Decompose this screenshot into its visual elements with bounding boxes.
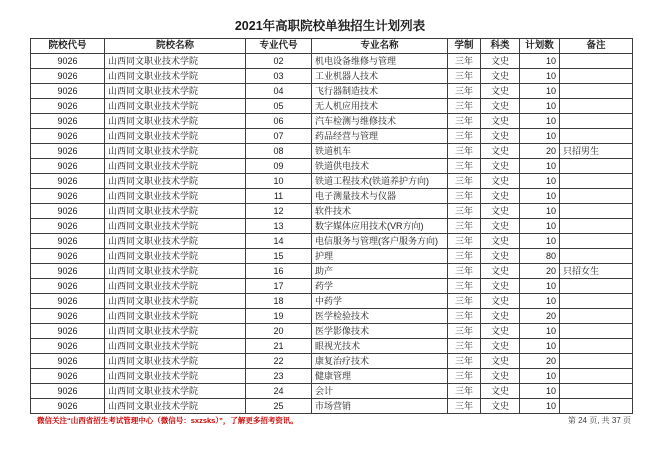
college-name-cell: 山西同文职业技术学院 <box>105 159 246 174</box>
remark-cell <box>560 309 633 324</box>
subject-category-cell: 文史 <box>481 204 520 219</box>
table-row <box>31 174 633 189</box>
subject-category-cell: 文史 <box>481 144 520 159</box>
plan-count-cell: 20 <box>520 309 560 324</box>
major-name-cell: 会计 <box>312 384 448 399</box>
college-name-cell: 山西同文职业技术学院 <box>105 99 246 114</box>
major-name-cell: 电子测量技术与仪器 <box>312 189 448 204</box>
plan-count-cell: 10 <box>520 204 560 219</box>
college-name-cell: 山西同文职业技术学院 <box>105 264 246 279</box>
major-code-cell: 17 <box>246 279 312 294</box>
table-row <box>31 204 633 219</box>
table-body <box>31 54 633 414</box>
college-code-cell: 9026 <box>31 54 105 69</box>
subject-category-cell: 文史 <box>481 219 520 234</box>
major-code-cell: 11 <box>246 189 312 204</box>
duration-cell: 三年 <box>448 144 481 159</box>
major-name-cell: 护理 <box>312 249 448 264</box>
college-code-cell: 9026 <box>31 249 105 264</box>
enrollment-plan-table <box>30 38 633 414</box>
subject-category-cell: 文史 <box>481 354 520 369</box>
college-code-cell: 9026 <box>31 264 105 279</box>
subject-category-cell: 文史 <box>481 189 520 204</box>
college-name-cell: 山西同文职业技术学院 <box>105 384 246 399</box>
duration-cell: 三年 <box>448 279 481 294</box>
college-name-cell: 山西同文职业技术学院 <box>105 204 246 219</box>
remark-cell <box>560 384 633 399</box>
major-name-cell: 医学影像技术 <box>312 324 448 339</box>
college-name-cell: 山西同文职业技术学院 <box>105 294 246 309</box>
subject-category-cell: 文史 <box>481 369 520 384</box>
college-name-cell: 山西同文职业技术学院 <box>105 54 246 69</box>
major-code-cell: 23 <box>246 369 312 384</box>
major-code-cell: 02 <box>246 54 312 69</box>
subject-category-cell: 文史 <box>481 174 520 189</box>
duration-cell: 三年 <box>448 234 481 249</box>
table-row <box>31 279 633 294</box>
college-name-cell: 山西同文职业技术学院 <box>105 234 246 249</box>
subject-category-cell: 文史 <box>481 54 520 69</box>
major-name-cell: 眼视光技术 <box>312 339 448 354</box>
college-name-cell: 山西同文职业技术学院 <box>105 354 246 369</box>
college-name-cell: 山西同文职业技术学院 <box>105 174 246 189</box>
header-subject-category: 科类 <box>481 39 520 54</box>
subject-category-cell: 文史 <box>481 384 520 399</box>
college-name-cell: 山西同文职业技术学院 <box>105 69 246 84</box>
duration-cell: 三年 <box>448 384 481 399</box>
subject-category-cell: 文史 <box>481 114 520 129</box>
major-name-cell: 铁道机车 <box>312 144 448 159</box>
remark-cell <box>560 354 633 369</box>
college-code-cell: 9026 <box>31 294 105 309</box>
major-code-cell: 14 <box>246 234 312 249</box>
remark-cell <box>560 129 633 144</box>
table-row <box>31 309 633 324</box>
major-code-cell: 20 <box>246 324 312 339</box>
remark-cell <box>560 369 633 384</box>
table-row <box>31 249 633 264</box>
major-name-cell: 机电设备维修与管理 <box>312 54 448 69</box>
subject-category-cell: 文史 <box>481 279 520 294</box>
plan-count-cell: 10 <box>520 174 560 189</box>
duration-cell: 三年 <box>448 309 481 324</box>
major-name-cell: 市场营销 <box>312 399 448 414</box>
table-header-row <box>31 39 633 54</box>
college-code-cell: 9026 <box>31 129 105 144</box>
major-code-cell: 04 <box>246 84 312 99</box>
college-name-cell: 山西同文职业技术学院 <box>105 189 246 204</box>
subject-category-cell: 文史 <box>481 129 520 144</box>
duration-cell: 三年 <box>448 189 481 204</box>
header-major-code: 专业代号 <box>246 39 312 54</box>
subject-category-cell: 文史 <box>481 324 520 339</box>
college-code-cell: 9026 <box>31 159 105 174</box>
major-code-cell: 15 <box>246 249 312 264</box>
table-row <box>31 264 633 279</box>
major-code-cell: 07 <box>246 129 312 144</box>
major-code-cell: 13 <box>246 219 312 234</box>
major-code-cell: 25 <box>246 399 312 414</box>
plan-count-cell: 20 <box>520 354 560 369</box>
major-name-cell: 药品经营与管理 <box>312 129 448 144</box>
college-code-cell: 9026 <box>31 204 105 219</box>
major-code-cell: 05 <box>246 99 312 114</box>
plan-count-cell: 20 <box>520 264 560 279</box>
duration-cell: 三年 <box>448 324 481 339</box>
college-code-cell: 9026 <box>31 219 105 234</box>
subject-category-cell: 文史 <box>481 234 520 249</box>
remark-cell <box>560 204 633 219</box>
plan-count-cell: 80 <box>520 249 560 264</box>
duration-cell: 三年 <box>448 69 481 84</box>
table-row <box>31 99 633 114</box>
header-major-name: 专业名称 <box>312 39 448 54</box>
remark-cell <box>560 69 633 84</box>
major-name-cell: 康复治疗技术 <box>312 354 448 369</box>
college-code-cell: 9026 <box>31 99 105 114</box>
plan-count-cell: 10 <box>520 84 560 99</box>
major-name-cell: 电信服务与管理(客户服务方向) <box>312 234 448 249</box>
plan-count-cell: 10 <box>520 189 560 204</box>
duration-cell: 三年 <box>448 84 481 99</box>
college-code-cell: 9026 <box>31 339 105 354</box>
remark-cell <box>560 399 633 414</box>
table-row <box>31 84 633 99</box>
duration-cell: 三年 <box>448 129 481 144</box>
college-name-cell: 山西同文职业技术学院 <box>105 309 246 324</box>
major-code-cell: 18 <box>246 294 312 309</box>
college-name-cell: 山西同文职业技术学院 <box>105 324 246 339</box>
wechat-notice: 微信关注“山西省招生考试管理中心（微信号：sxzsks）”，了解更多招考资讯。 <box>37 416 298 425</box>
major-code-cell: 24 <box>246 384 312 399</box>
major-name-cell: 助产 <box>312 264 448 279</box>
table-row <box>31 129 633 144</box>
header-college-code: 院校代号 <box>31 39 105 54</box>
major-code-cell: 06 <box>246 114 312 129</box>
college-name-cell: 山西同文职业技术学院 <box>105 249 246 264</box>
subject-category-cell: 文史 <box>481 309 520 324</box>
duration-cell: 三年 <box>448 399 481 414</box>
table-row <box>31 189 633 204</box>
remark-cell: 只招女生 <box>560 264 633 279</box>
college-code-cell: 9026 <box>31 309 105 324</box>
major-name-cell: 无人机应用技术 <box>312 99 448 114</box>
page-number-indicator: 第 24 页, 共 37 页 <box>567 416 631 425</box>
plan-count-cell: 20 <box>520 144 560 159</box>
college-code-cell: 9026 <box>31 324 105 339</box>
plan-count-cell: 10 <box>520 399 560 414</box>
table-row <box>31 324 633 339</box>
duration-cell: 三年 <box>448 219 481 234</box>
header-remark: 备注 <box>560 39 633 54</box>
remark-cell <box>560 324 633 339</box>
major-code-cell: 10 <box>246 174 312 189</box>
college-code-cell: 9026 <box>31 69 105 84</box>
remark-cell <box>560 294 633 309</box>
table-row <box>31 339 633 354</box>
table-row <box>31 159 633 174</box>
subject-category-cell: 文史 <box>481 294 520 309</box>
college-name-cell: 山西同文职业技术学院 <box>105 144 246 159</box>
major-code-cell: 08 <box>246 144 312 159</box>
remark-cell <box>560 234 633 249</box>
plan-count-cell: 10 <box>520 324 560 339</box>
college-name-cell: 山西同文职业技术学院 <box>105 369 246 384</box>
major-name-cell: 中药学 <box>312 294 448 309</box>
remark-cell <box>560 249 633 264</box>
duration-cell: 三年 <box>448 99 481 114</box>
duration-cell: 三年 <box>448 249 481 264</box>
college-code-cell: 9026 <box>31 114 105 129</box>
college-code-cell: 9026 <box>31 234 105 249</box>
major-code-cell: 09 <box>246 159 312 174</box>
major-name-cell: 数字媒体应用技术(VR方向) <box>312 219 448 234</box>
duration-cell: 三年 <box>448 369 481 384</box>
remark-cell <box>560 84 633 99</box>
major-code-cell: 03 <box>246 69 312 84</box>
plan-count-cell: 10 <box>520 369 560 384</box>
college-code-cell: 9026 <box>31 399 105 414</box>
subject-category-cell: 文史 <box>481 99 520 114</box>
college-name-cell: 山西同文职业技术学院 <box>105 279 246 294</box>
college-name-cell: 山西同文职业技术学院 <box>105 399 246 414</box>
table-row <box>31 234 633 249</box>
duration-cell: 三年 <box>448 339 481 354</box>
plan-count-cell: 10 <box>520 129 560 144</box>
major-name-cell: 工业机器人技术 <box>312 69 448 84</box>
plan-count-cell: 10 <box>520 234 560 249</box>
college-code-cell: 9026 <box>31 84 105 99</box>
college-name-cell: 山西同文职业技术学院 <box>105 114 246 129</box>
plan-count-cell: 10 <box>520 294 560 309</box>
remark-cell <box>560 174 633 189</box>
duration-cell: 三年 <box>448 114 481 129</box>
table-row <box>31 354 633 369</box>
subject-category-cell: 文史 <box>481 399 520 414</box>
college-code-cell: 9026 <box>31 384 105 399</box>
remark-cell <box>560 114 633 129</box>
subject-category-cell: 文史 <box>481 69 520 84</box>
remark-cell: 只招男生 <box>560 144 633 159</box>
table-row <box>31 369 633 384</box>
major-name-cell: 铁道供电技术 <box>312 159 448 174</box>
college-code-cell: 9026 <box>31 189 105 204</box>
college-code-cell: 9026 <box>31 174 105 189</box>
header-duration: 学制 <box>448 39 481 54</box>
remark-cell <box>560 159 633 174</box>
major-code-cell: 16 <box>246 264 312 279</box>
major-code-cell: 22 <box>246 354 312 369</box>
remark-cell <box>560 279 633 294</box>
remark-cell <box>560 189 633 204</box>
table-row <box>31 114 633 129</box>
remark-cell <box>560 219 633 234</box>
plan-count-cell: 10 <box>520 114 560 129</box>
major-name-cell: 药学 <box>312 279 448 294</box>
major-code-cell: 19 <box>246 309 312 324</box>
duration-cell: 三年 <box>448 174 481 189</box>
college-code-cell: 9026 <box>31 279 105 294</box>
duration-cell: 三年 <box>448 294 481 309</box>
major-name-cell: 健康管理 <box>312 369 448 384</box>
duration-cell: 三年 <box>448 264 481 279</box>
page-footer <box>0 416 660 426</box>
table-row <box>31 219 633 234</box>
plan-count-cell: 10 <box>520 279 560 294</box>
subject-category-cell: 文史 <box>481 159 520 174</box>
college-code-cell: 9026 <box>31 144 105 159</box>
subject-category-cell: 文史 <box>481 84 520 99</box>
subject-category-cell: 文史 <box>481 264 520 279</box>
plan-count-cell: 10 <box>520 54 560 69</box>
duration-cell: 三年 <box>448 354 481 369</box>
college-name-cell: 山西同文职业技术学院 <box>105 339 246 354</box>
plan-count-cell: 10 <box>520 99 560 114</box>
college-code-cell: 9026 <box>31 354 105 369</box>
page-title: 2021年高职院校单独招生计划列表 <box>234 19 426 33</box>
major-code-cell: 12 <box>246 204 312 219</box>
subject-category-cell: 文史 <box>481 339 520 354</box>
major-name-cell: 软件技术 <box>312 204 448 219</box>
major-code-cell: 21 <box>246 339 312 354</box>
table-row <box>31 294 633 309</box>
remark-cell <box>560 54 633 69</box>
major-name-cell: 医学检验技术 <box>312 309 448 324</box>
table-row <box>31 54 633 69</box>
major-name-cell: 铁道工程技术(铁道养护方向) <box>312 174 448 189</box>
subject-category-cell: 文史 <box>481 249 520 264</box>
plan-count-cell: 10 <box>520 339 560 354</box>
header-plan-count: 计划数 <box>520 39 560 54</box>
plan-count-cell: 10 <box>520 69 560 84</box>
duration-cell: 三年 <box>448 159 481 174</box>
table-row <box>31 144 633 159</box>
plan-count-cell: 10 <box>520 159 560 174</box>
college-name-cell: 山西同文职业技术学院 <box>105 219 246 234</box>
table-row <box>31 384 633 399</box>
duration-cell: 三年 <box>448 204 481 219</box>
remark-cell <box>560 339 633 354</box>
college-name-cell: 山西同文职业技术学院 <box>105 129 246 144</box>
plan-count-cell: 10 <box>520 384 560 399</box>
plan-count-cell: 10 <box>520 219 560 234</box>
college-name-cell: 山西同文职业技术学院 <box>105 84 246 99</box>
college-code-cell: 9026 <box>31 369 105 384</box>
major-name-cell: 飞行器制造技术 <box>312 84 448 99</box>
remark-cell <box>560 99 633 114</box>
header-college-name: 院校名称 <box>105 39 246 54</box>
table-row <box>31 69 633 84</box>
table-row <box>31 399 633 414</box>
duration-cell: 三年 <box>448 54 481 69</box>
major-name-cell: 汽车检测与维修技术 <box>312 114 448 129</box>
